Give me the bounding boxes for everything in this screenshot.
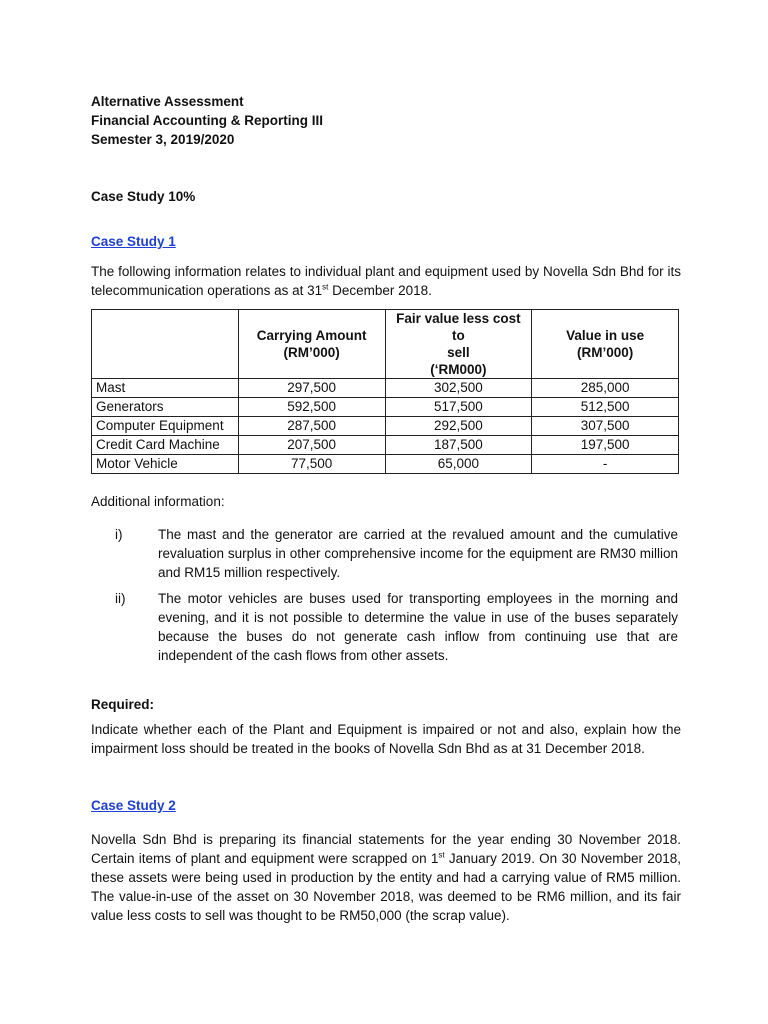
header-carrying-line2: (RM’000): [283, 345, 340, 360]
case-study-1-link[interactable]: Case Study 1: [91, 234, 176, 249]
row-item: Mast: [92, 379, 239, 398]
header-fair-value: [385, 310, 532, 379]
case-study-weight: Case Study 10%: [91, 189, 196, 204]
case1-intro-sup: st: [322, 282, 329, 292]
table-header-row: [92, 310, 679, 379]
header-semester: Semester 3, 2019/2020: [91, 132, 235, 147]
case2-text-b: January 2019. On 30 November 2018, these assets were being used in production by the entity and had a carrying value of RM5 million. The value-in-use of the asset on 30 November 2018, was deemed to be RM6 million, and its fair value less costs to sell was thought to be RM50,000 (the scrap value).: [91, 851, 681, 923]
header-viu-line2: (RM’000): [576, 345, 634, 360]
row-fair: 65,000: [385, 455, 532, 474]
table-row: [92, 398, 679, 417]
case1-intro-b: December 2018.: [328, 283, 432, 298]
required-text: Indicate whether each of the Plant and Equipment is impaired or not and also, explain how the impairment loss should be treated in the books of Novella Sdn Bhd as at 31 December 2018.: [91, 722, 681, 756]
list-text: The mast and the generator are carried at the revalued amount and the cumulative revaluation surplus in other comprehensive income for the equipment are RM30 million and RM15 million respectively.: [158, 527, 678, 580]
header-fair-line1: Fair value less cost to: [396, 311, 521, 343]
table-row: [92, 417, 679, 436]
case2-text-sup: st: [438, 850, 445, 860]
row-viu: 307,500: [532, 417, 679, 436]
header-item: [92, 310, 239, 379]
header-fair-line2: sell: [447, 345, 470, 360]
row-carrying: 77,500: [238, 455, 385, 474]
row-viu: -: [532, 455, 679, 474]
row-fair: 187,500: [385, 436, 532, 455]
header-carrying-amount: [238, 310, 385, 379]
header-course: Financial Accounting & Reporting III: [91, 113, 324, 128]
row-viu: 285,000: [532, 379, 679, 398]
header-carrying-line1: Carrying Amount: [256, 328, 367, 343]
row-item: Computer Equipment: [92, 417, 239, 436]
list-marker: i): [115, 527, 123, 542]
case-study-2-link[interactable]: Case Study 2: [91, 798, 176, 813]
row-carrying: 297,500: [238, 379, 385, 398]
header-assessment: Alternative Assessment: [91, 94, 244, 109]
case2-text-a: Novella Sdn Bhd is preparing its financial statements for the year ending 30 November 2018. Certain items of plant and equipment were scrapped on 1: [91, 832, 681, 866]
row-fair: 302,500: [385, 379, 532, 398]
row-fair: 292,500: [385, 417, 532, 436]
table-row: [92, 436, 679, 455]
case2-text: [91, 830, 681, 925]
row-carrying: 592,500: [238, 398, 385, 417]
row-item: Generators: [92, 398, 239, 417]
header-fair-line3: (‘RM000): [430, 362, 487, 377]
required-label: Required:: [91, 697, 155, 712]
row-viu: 512,500: [532, 398, 679, 417]
header-value-in-use: [532, 310, 679, 379]
table-row: [92, 455, 679, 474]
table-row: [92, 379, 679, 398]
row-fair: 517,500: [385, 398, 532, 417]
row-viu: 197,500: [532, 436, 679, 455]
header-viu-line1: Value in use: [566, 328, 645, 343]
row-item: Motor Vehicle: [92, 455, 239, 474]
additional-info-label: Additional information:: [91, 494, 225, 509]
row-carrying: 207,500: [238, 436, 385, 455]
row-carrying: 287,500: [238, 417, 385, 436]
list-marker: ii): [115, 591, 126, 606]
list-text: The motor vehicles are buses used for transporting employees in the morning and evening, and it is not possible to determine the value in use of the buses separately because the buses do not generate cash inflow from continuing use that are independent of the cash flows from other assets.: [158, 591, 678, 663]
case1-intro-a: The following information relates to individual plant and equipment used by Novella Sdn Bhd for its telecommunication operations as at 31: [91, 264, 681, 298]
case1-intro: [91, 262, 681, 300]
row-item: Credit Card Machine: [92, 436, 239, 455]
equipment-table: [91, 309, 679, 474]
